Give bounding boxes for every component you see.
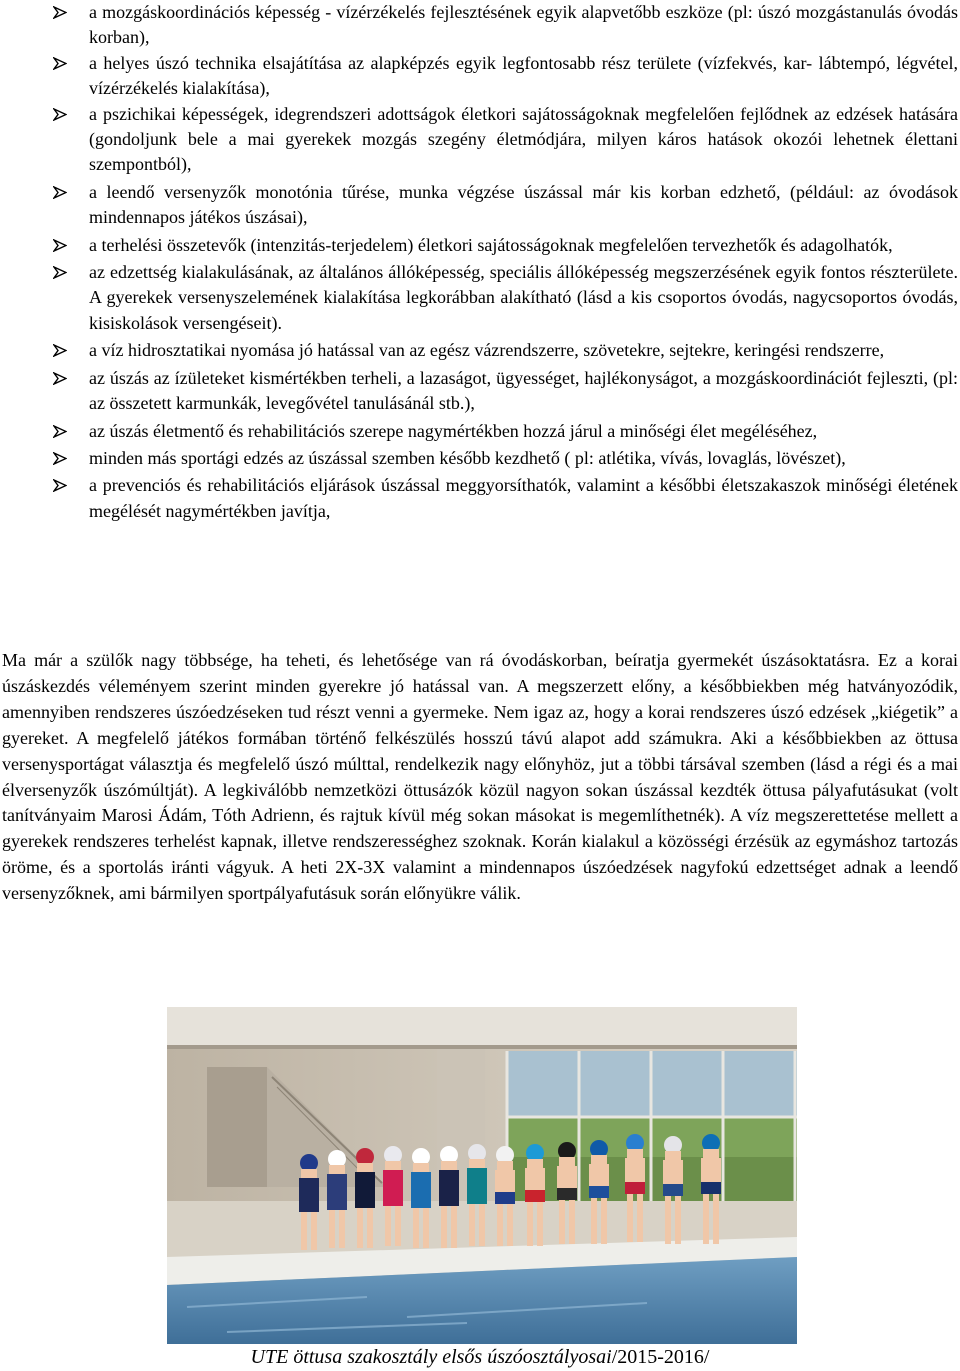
arrow-bullet-icon (53, 266, 67, 279)
bullet-item: a mozgáskoordinációs képesség - vízérzékelés fejlesztésének egyik alapvetőbb eszköze (pl: úszó mozgástanulás óvodás korban), (0, 0, 960, 51)
bullet-item: a prevenciós és rehabilitációs eljárások úszással meggyorsíthatók, valamint a későbbi életszakaszok minőségi életének megélését nagymértékben javítja, (0, 473, 960, 524)
bullet-item: a víz hidrosztatikai nyomása jó hatással van az egész vázrendszerre, szövetekre, sejtekre, keringési rendszerre, (0, 338, 960, 363)
bullet-item: a terhelési összetevők (intenzitás-terjedelem) életkori sajátosságoknak megfelelően tervezhetők és adagolhatók, (0, 233, 960, 258)
bullet-item: a leendő versenyzők monotónia tűrése, munka végzése úszással már kis korban edzhető, (például: az óvodások mindennapos játékos úszásai), (0, 180, 960, 231)
caption-italic-text: UTE öttusa szakosztály elsős úszóosztályosai (250, 1346, 612, 1368)
bullet-list (0, 0, 960, 524)
arrow-bullet-icon (53, 372, 67, 385)
arrow-bullet-icon (53, 108, 67, 121)
arrow-bullet-icon (53, 186, 67, 199)
swimmers-photo-illustration (167, 1007, 797, 1344)
bullet-item: a pszichikai képességek, idegrendszeri adottságok életkori sajátosságoknak megfelelően fejlődnek az edzések hatására (gondoljunk bele a mai gyerekek mozgás szegény életmódjára, milyen káros hatások okozói lehetnek élettani szempontból), (0, 102, 960, 178)
arrow-bullet-icon (53, 425, 67, 438)
arrow-bullet-icon (53, 344, 67, 357)
bullet-item: az úszás életmentő és rehabilitációs szerepe nagymértékben hozzá járul a minőségi élet megéléséhez, (0, 419, 960, 444)
photo-caption (0, 1344, 960, 1371)
arrow-bullet-icon (53, 57, 67, 70)
arrow-bullet-icon (53, 452, 67, 465)
swimmers-photo (167, 1007, 797, 1344)
bullet-item: az edzettség kialakulásának, az általános állóképesség, speciális állóképesség megszerzésének egyik fontos részterülete. A gyerekek versenyszelemének kialakítása legkorábban alakítható (lásd a kis csoportos óvodás, nagycsoportos óvodás, kisiskolások versengéseit). (0, 260, 960, 336)
body-paragraph: Ma már a szülők nagy többsége, ha teheti, és lehetősége van rá óvodáskorban, beíratja gyermekét úszásoktatásra. Ez a korai úszáskezdés véleményem szerint minden gyerekre jó hatással van. A megszerzett előny, a későbbiekben még hatványozódik, amennyiben rendszeres úszóedzéseken tud részt venni a gyermeke. Nem igaz az, hogy a korai rendszeres úszó edzések „kiégetik” a gyereket. A megfelelő játékos formában történő felkészülés hosszú távú alapot add számukra. Aki a későbbiekben az öttusa versenysportágat választja és megfelelő úszó múlttal, rendelkezik nagy előnyhöz, jut a többi társával szemben (lásd a régi és a mai élversenyzők úszómúltját). A legkiválóbb nemzetközi öttusázók közül nagyon sokan úszással kezdték öttusa pályafutásukat (volt tanítványaim Marosi Ádám, Tóth Adrienn, és rajtuk kívül még sokan másokat is megemlíthetnék). A víz megszerettetése mellett a gyerekek rendszeres terhelést kapnak, illetve rendszerességhez szoknak. Korán kialakul a közösségi érzésük az egymáshoz tartozás öröme, és a sportolás iránti vágyuk. A heti 2X-3X valamint a mindennapos úszóedzések nagyfokú edzettséget adnak a leendő versenyzőknek, ami bármilyen sportpályafutásuk során előnyükre válik. (2, 650, 958, 904)
arrow-bullet-icon (53, 479, 67, 492)
bullet-item: a helyes úszó technika elsajátítása az alapképzés egyik legfontosabb rész területe (vízfekvés, kar- lábtempó, légvétel, vízérzékelés kialakítása), (0, 51, 960, 102)
arrow-bullet-icon (53, 6, 67, 19)
arrow-bullet-icon (53, 239, 67, 252)
bullet-item: minden más sportági edzés az úszással szemben később kezdhető ( pl: atlétika, vívás, lovaglás, lövészet), (0, 446, 960, 471)
caption-year-text: /2015-2016/ (611, 1346, 710, 1368)
bullet-item: az úszás az ízületeket kismértékben terheli, a lazaságot, ügyességet, hajlékonyságot, a mozgáskoordinációt fejleszti, (pl: az összetett karmunkák, levegővétel tanulásánál stb.), (0, 366, 960, 417)
